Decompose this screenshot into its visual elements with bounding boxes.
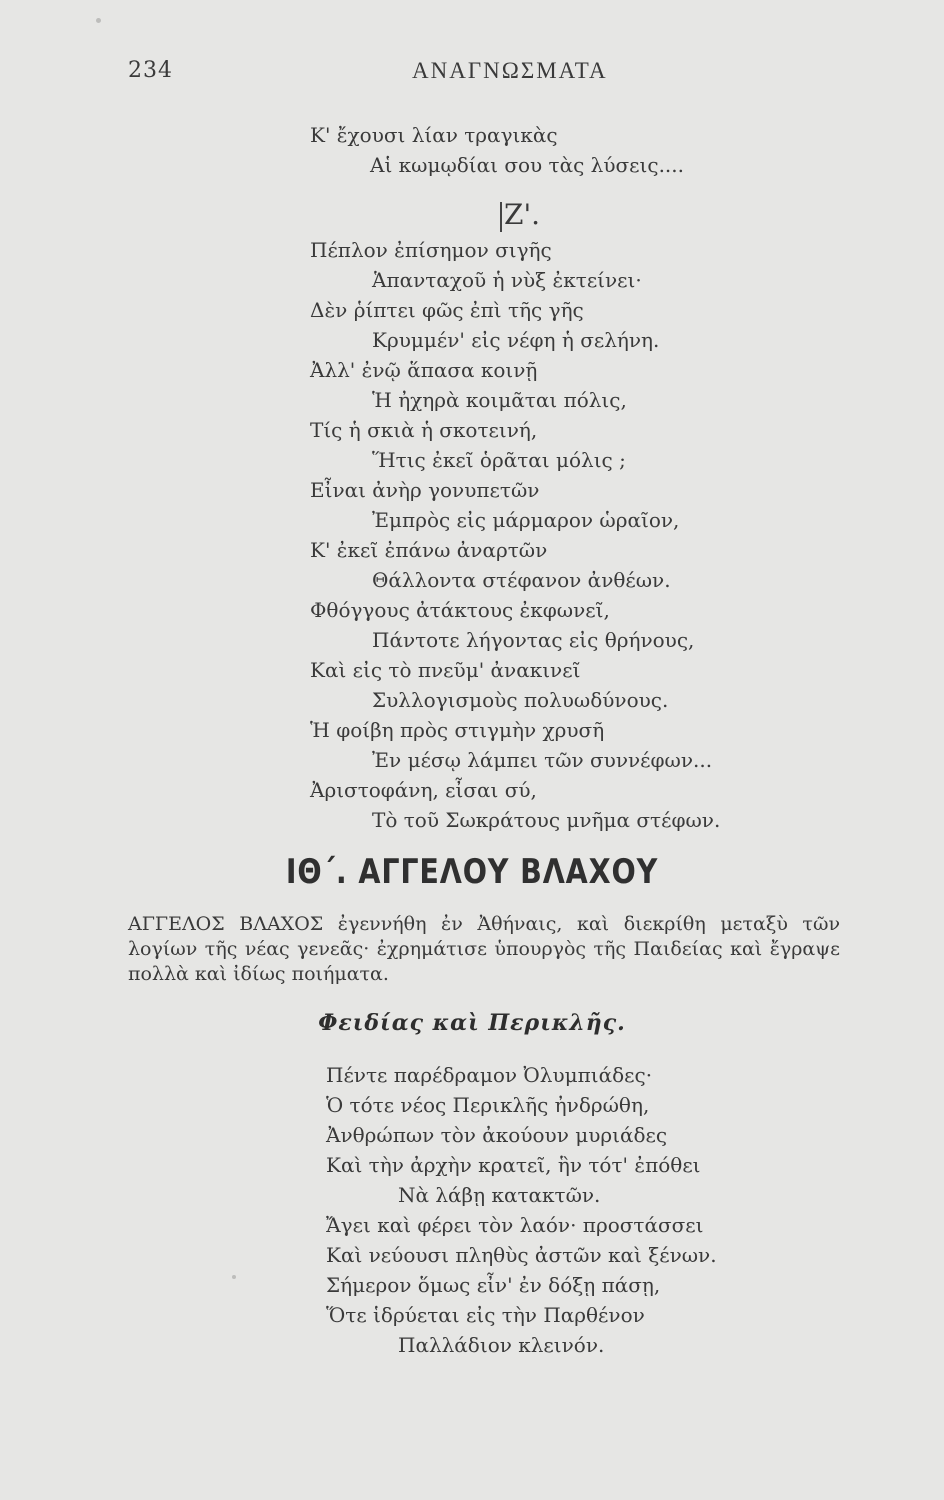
verse-line: Ἀριστοφάνη, εἶσαι σύ, [310,778,537,802]
verse-line: Ἥτις ἐκεῖ ὁρᾶται μόλις ; [372,448,626,472]
paper-speck [232,1275,236,1279]
verse-line: Καὶ τὴν ἀρχὴν κρατεῖ, ἣν τότ' ἐπόθει [326,1153,701,1177]
verse-line: Κρυμμέν' εἰς νέφη ἡ σελήνη. [372,328,660,352]
verse-line: Θάλλοντα στέφανον ἀνθέων. [372,568,671,592]
page-header [0,58,944,88]
bio-line: πολλὰ καὶ ἰδίως ποιήματα. [128,963,389,985]
verse-line: Αἱ κωμῳδίαι σου τὰς λύσεις.... [370,153,685,177]
verse-line: Κ' ἔχουσι λίαν τραγικὰς [310,123,558,147]
verse-line: Παλλάδιον κλεινόν. [398,1333,605,1357]
verse-line: Ἁπανταχοῦ ἡ νὺξ ἐκτείνει· [372,268,642,292]
verse-line: Ἡ φοίβη πρὸς στιγμὴν χρυσῆ [310,718,605,742]
author-biography [128,912,840,987]
verse-line: Καὶ εἰς τὸ πνεῦμ' ἀνακινεῖ [310,658,581,682]
verse-line: Σήμερον ὅμως εἶν' ἐν δόξῃ πάσῃ, [326,1273,661,1297]
verse-line: Νὰ λάβῃ κατακτῶν. [398,1183,601,1207]
bio-line: ΑΓΓΕΛΟΣ ΒΛΑΧΟΣ ἐγεννήθη ἐν Ἀθήναις, καὶ διεκρίθη μεταξὺ τῶν [128,913,840,935]
verse-line: Τίς ἡ σκιὰ ἡ σκοτεινή, [310,418,538,442]
verse-line: Πάντοτε λήγοντας εἰς θρήνους, [372,628,695,652]
verse-line: Ἀνθρώπων τὸν ἀκούουν μυριάδες [326,1123,668,1147]
verse-line: Ὅτε ἱδρύεται εἰς τὴν Παρθένον [326,1303,645,1327]
verse-line: Φθόγγους ἀτάκτους ἐκφωνεῖ, [310,598,610,622]
running-title: ΑΝΑΓΝΩΣΜΑΤΑ [412,58,608,83]
bio-line: λογίων τῆς νέας γενεᾶς· ἐχρημάτισε ὑπουργὸς τῆς Παιδείας καὶ ἔγραψε [128,938,840,960]
verse-line: Συλλογισμοὺς πολυωδύνους. [372,688,669,712]
verse-line: Ἀλλ' ἐνῷ ἅπασα κοινῇ [310,358,538,382]
verse-line: Δὲν ῥίπτει φῶς ἐπὶ τῆς γῆς [310,298,584,322]
verse-line: Καὶ νεύουσι πληθὺς ἀστῶν καὶ ξένων. [326,1243,717,1267]
verse-line: Ἄγει καὶ φέρει τὸν λαόν· προστάσσει [326,1213,704,1237]
chapter-heading: ΙΘ΄. ΑΓΓΕΛΟΥ ΒΛΑΧΟΥ [285,852,659,892]
verse-line: Πέπλον ἐπίσημον σιγῆς [310,238,552,262]
section-marker-label: Ζ'. [504,198,541,231]
verse-line: Τὸ τοῦ Σωκράτους μνῆμα στέφων. [372,808,721,832]
verse-line: Κ' ἐκεῖ ἐπάνω ἀναρτῶν [310,538,548,562]
verse-line: Ἐμπρὸς εἰς μάρμαρον ὡραῖον, [372,508,680,532]
section-bracket [500,202,502,232]
verse-line: Ἡ ἠχηρὰ κοιμᾶται πόλις, [372,388,627,412]
verse-line: Ἐν μέσῳ λάμπει τῶν συννέφων... [372,748,713,772]
verse-line: Πέντε παρέδραμον Ὀλυμπιάδες· [326,1063,653,1087]
poem-title: Φειδίας καὶ Περικλῆς. [318,1010,626,1036]
section-marker [500,198,540,232]
verse-line: Εἶναι ἀνὴρ γονυπετῶν [310,478,540,502]
page-number: 234 [128,58,173,83]
verse-line: Ὁ τότε νέος Περικλῆς ἠνδρώθη, [326,1093,650,1117]
paper-speck [96,18,101,23]
